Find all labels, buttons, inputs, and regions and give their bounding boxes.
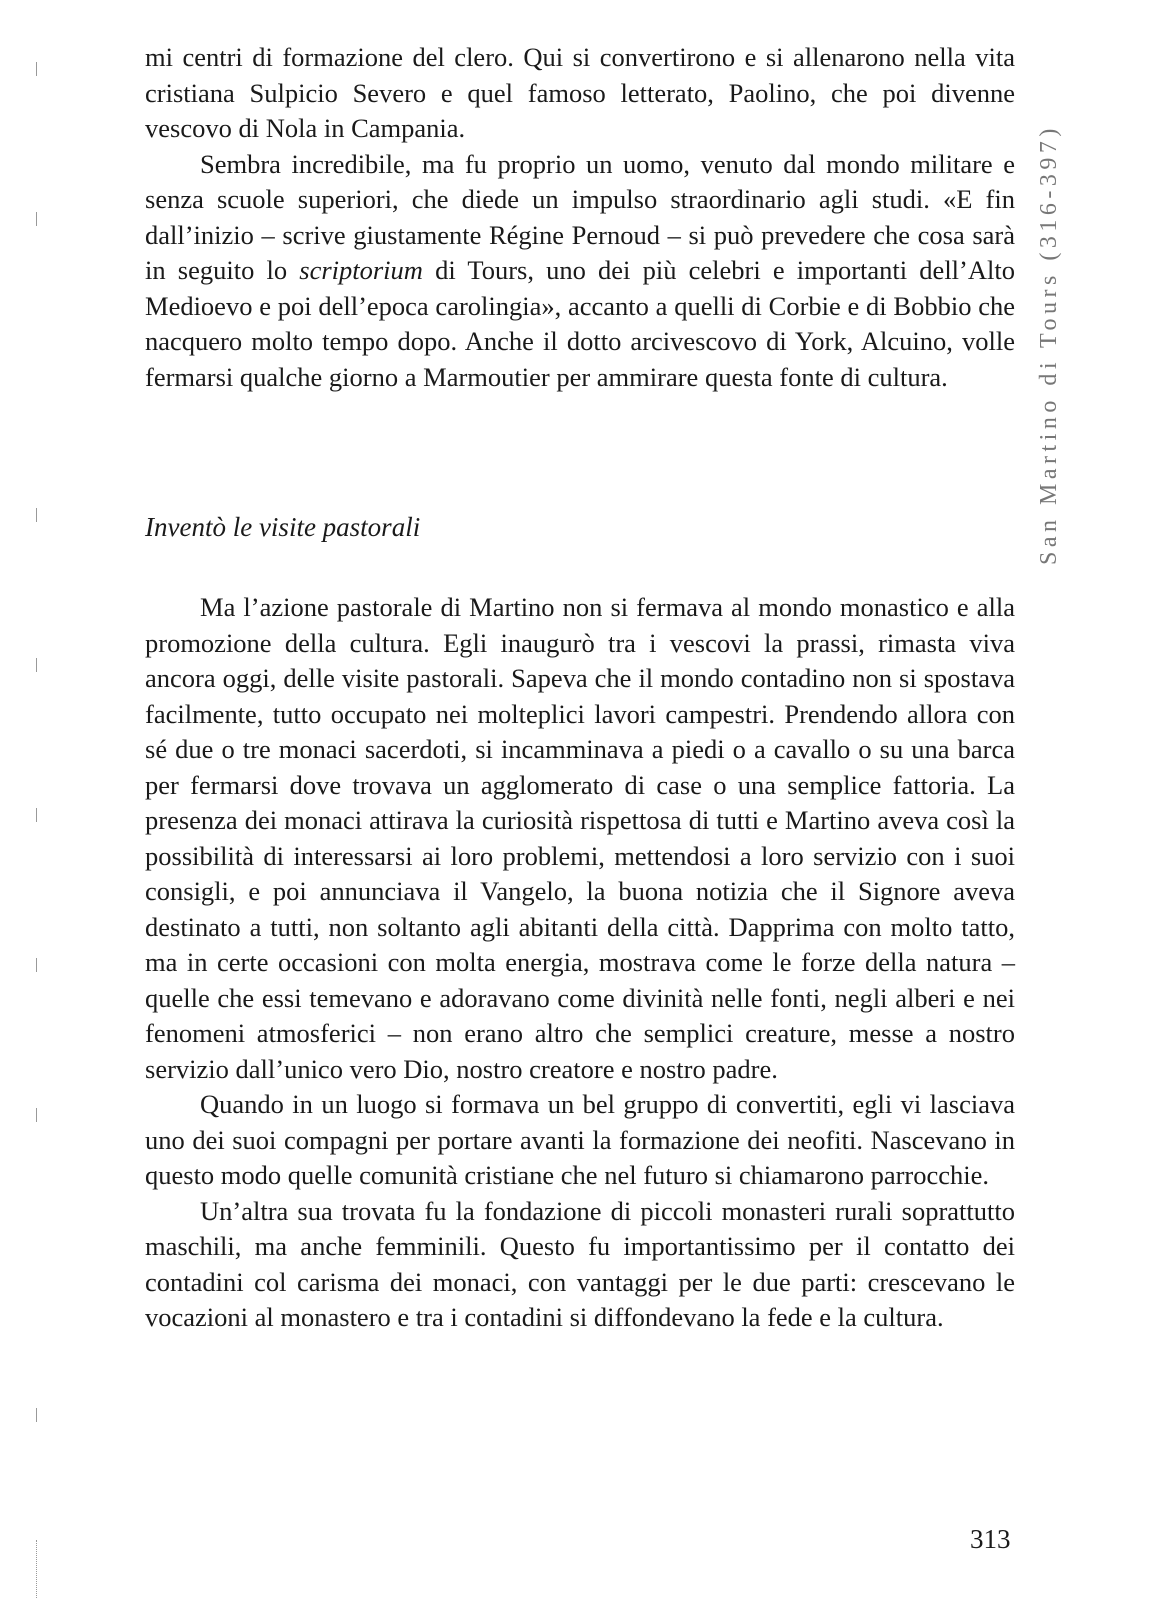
- italic-term: scriptorium: [299, 255, 423, 285]
- paragraph: mi centri di formazione del clero. Qui si convertirono e si allenarono nella vita cristiana Sulpicio Severo e quel famoso letterato, Paolino, che poi divenne vescovo di Nola in Campania.: [145, 42, 1015, 143]
- running-head: San Martino di Tours (316-397): [1036, 124, 1062, 565]
- margin-mark: [36, 808, 37, 822]
- paragraph: [145, 147, 1015, 396]
- gutter-line: [36, 1540, 37, 1598]
- margin-mark: [36, 212, 37, 226]
- margin-mark: [36, 62, 37, 76]
- section-heading: Inventò le visite pastorali: [145, 512, 421, 542]
- margin-mark: [36, 958, 37, 972]
- body-text-bottom: [145, 590, 1015, 1336]
- page-number: 313: [970, 1524, 1011, 1554]
- paragraph: Un’altra sua trovata fu la fondazione di piccoli monasteri rurali soprattutto maschili, ma anche femminili. Questo fu importantissimo per il contatto dei contadini col carisma dei monaci, con vantaggi per le due parti: crescevano le vocazioni al monastero e tra i contadini si diffondevano la fede e la cultura.: [145, 1195, 1015, 1332]
- margin-mark: [36, 658, 37, 672]
- body-text-top: [145, 40, 1015, 395]
- margin-mark: [36, 508, 37, 522]
- paragraph: Ma l’azione pastorale di Martino non si fermava al mondo monastico e alla promozione della cultura. Egli inaugurò tra i vescovi la prassi, rimasta viva ancora oggi, delle visite pastorali. Sapeva che il mondo contadino non si spostava facilmente, tutto occupato nei molteplici lavori campestri. Prendendo allora con sé due o tre monaci sacerdoti, si incamminava a piedi o a cavallo o su una barca per fermarsi dove trovava un agglomerato di case o una semplice fattoria. La presenza dei monaci attirava la curiosità rispettosa di tutti e Martino aveva così la possibilità di interessarsi ai loro problemi, mettendosi a loro servizio con i suoi consigli, e poi annunciava il Vangelo, la buona notizia che il Signore aveva destinato a tutti, non soltanto agli abitanti della città. Dapprima con molto tatto, ma in certe occasioni con molta energia, mostrava come le forze della natura – quelle che essi temevano e adoravano come divinità nelle fonti, negli alberi e nei fenomeni atmosferici – non erano altro che semplici creature, messe a nostro servizio dall’unico vero Dio, nostro creatore e nostro padre.: [145, 592, 1015, 1084]
- paragraph-text: Sembra incredibile, ma fu proprio un uomo, venuto dal mondo militare e senza scuole superiori, che diede un impulso straordinario agli studi. «E fin dall’inizio – scrive giustamente Régine Pernoud – si può prevedere che cosa sarà in seguito lo: [145, 148, 1015, 285]
- paragraph: Quando in un luogo si formava un bel gruppo di convertiti, egli vi lasciava uno dei suoi compagni per portare avanti la formazione dei neofiti. Nascevano in questo modo quelle comunità cristiane che nel futuro si chiamarono parrocchie.: [145, 1089, 1015, 1190]
- margin-mark: [36, 1408, 37, 1422]
- margin-mark: [36, 1108, 37, 1122]
- paragraph-text: di Tours, uno dei più celebri e importanti dell’Alto Medioevo e poi dell’epoca carolingia», accanto a quelli di Corbie e di Bobbio che nacquero molto tempo dopo. Anche il dotto arcivescovo di York, Alcuino, volle fermarsi qualche giorno a Marmoutier per ammirare questa fonte di cultura.: [145, 255, 1015, 392]
